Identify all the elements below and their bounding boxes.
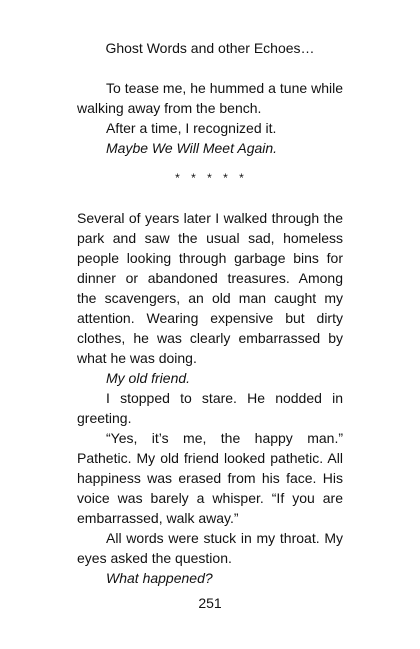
italic-paragraph: Maybe We Will Meet Again. — [106, 140, 278, 156]
running-header: Ghost Words and other Echoes… — [105, 40, 315, 56]
paragraph: Several of years later I walked through the park and saw the usual sad, homeless people looking through garbage bins for dinner or abandoned treasures. Among the scavengers, an old man caught my attention. Wearing expensive but dirty clothes, he was clearly embarrassed by what he was doing. — [77, 210, 343, 366]
italic-paragraph: My old friend. — [106, 370, 191, 386]
section-separator: * * * * * — [175, 171, 245, 185]
paragraph: “Yes, it’s me, the happy man.” Pathetic. My old friend looked pathetic. All happiness was erased from his face. His voice was barely a whisper. “If you are embarrassed, walk away.” — [77, 430, 343, 526]
paragraph: I stopped to stare. He nodded in greeting. — [77, 390, 343, 426]
italic-paragraph: What happened? — [106, 570, 213, 586]
text-block-2 — [77, 208, 343, 588]
paragraph: To tease me, he hummed a tune while walking away from the bench. — [77, 80, 343, 116]
paragraph: All words were stuck in my throat. My eyes asked the question. — [77, 530, 343, 566]
text-block-1 — [77, 78, 343, 158]
page-number: 251 — [198, 595, 222, 611]
paragraph: After a time, I recognized it. — [106, 120, 277, 136]
